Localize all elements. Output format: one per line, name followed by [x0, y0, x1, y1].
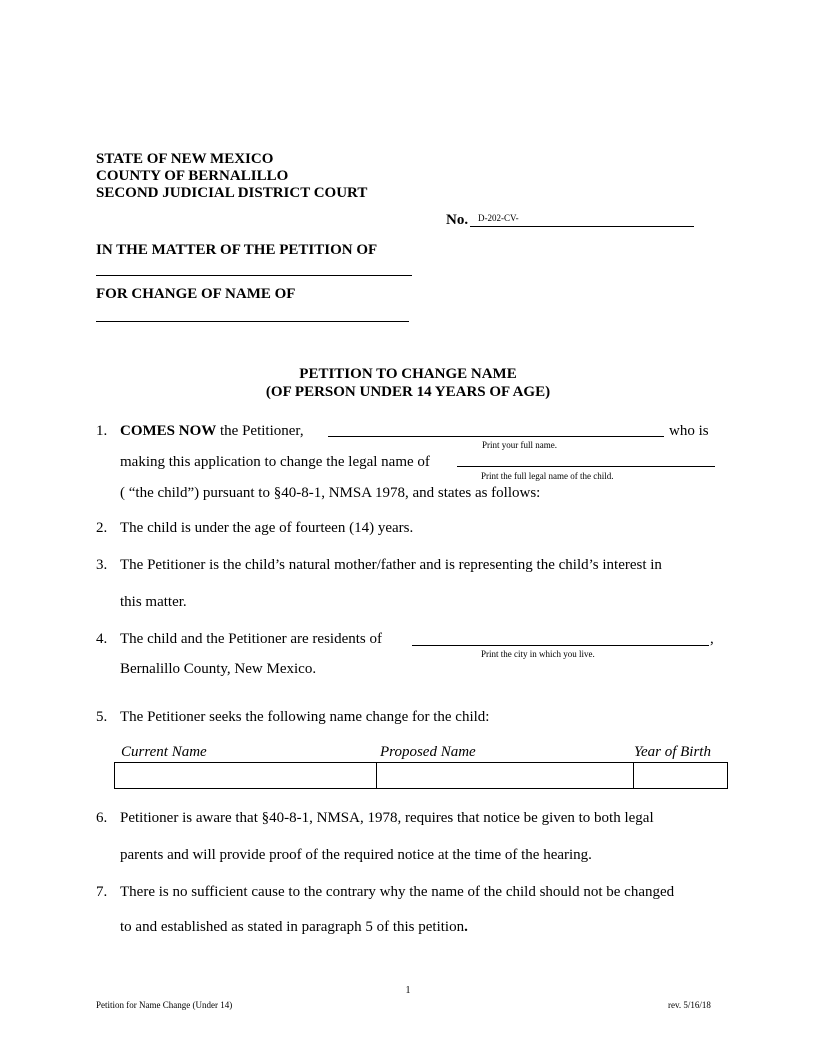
para-4-line2: Bernalillo County, New Mexico.: [120, 661, 317, 677]
case-no-prefix: D-202-CV-: [478, 213, 519, 223]
col-header-current-name: Current Name: [121, 744, 207, 760]
case-number-field[interactable]: [470, 226, 694, 227]
para-6-number: 6.: [96, 810, 108, 826]
footer-form-title: Petition for Name Change (Under 14): [96, 1000, 233, 1010]
para-1-line1: [120, 422, 304, 440]
para-3-line2: this matter.: [120, 594, 187, 610]
court-county: COUNTY OF BERNALILLO: [96, 168, 289, 184]
petitioner-full-name-field[interactable]: [328, 436, 664, 437]
para-2-number: 2.: [96, 520, 108, 536]
para-2-text: The child is under the age of fourteen (14) years.: [120, 520, 414, 536]
col-header-year-of-birth: Year of Birth: [634, 744, 711, 760]
para-7-line2: [120, 918, 468, 936]
court-state: STATE OF NEW MEXICO: [96, 151, 274, 167]
hint-city: Print the city in which you live.: [481, 649, 595, 659]
para-1-text-a: the Petitioner,: [216, 423, 304, 439]
matter-change-of-name: FOR CHANGE OF NAME OF: [96, 286, 296, 302]
para-7-line2-text: to and established as stated in paragraph 5 of this petition: [120, 919, 465, 935]
hint-petitioner-name: Print your full name.: [482, 440, 557, 450]
petitioner-name-field[interactable]: [96, 275, 412, 276]
para-3-line1: The Petitioner is the child’s natural mother/father and is representing the child’s interest in: [120, 557, 662, 573]
para-1-number: 1.: [96, 423, 108, 439]
para-1-line2: making this application to change the legal name of: [120, 454, 430, 470]
child-name-caption-field[interactable]: [96, 321, 409, 322]
document-title-line1: PETITION TO CHANGE NAME: [299, 366, 517, 382]
case-no-label: No.: [446, 212, 469, 228]
para-4-number: 4.: [96, 631, 108, 647]
col-header-proposed-name: Proposed Name: [380, 744, 476, 760]
para-5-number: 5.: [96, 709, 108, 725]
para-3-number: 3.: [96, 557, 108, 573]
para-4-comma: ,: [710, 631, 714, 647]
matter-petition-of: IN THE MATTER OF THE PETITION OF: [96, 242, 378, 258]
document-title-line2: (OF PERSON UNDER 14 YEARS OF AGE): [265, 384, 551, 400]
para-6-line1: Petitioner is aware that §40-8-1, NMSA, 1978, requires that notice be given to both legal: [120, 810, 654, 826]
para-6-line2: parents and will provide proof of the required notice at the time of the hearing.: [120, 847, 592, 863]
hint-child-name: Print the full legal name of the child.: [481, 471, 614, 481]
footer-revision: rev. 5/16/18: [668, 1000, 711, 1010]
para-4-text-a: The child and the Petitioner are residents of: [120, 631, 382, 647]
city-field[interactable]: [412, 645, 709, 646]
name-change-table: [114, 762, 728, 789]
para-7-line1: There is no sufficient cause to the contrary why the name of the child should not be changed: [120, 884, 675, 900]
child-full-name-field[interactable]: [457, 466, 715, 467]
proposed-name-cell[interactable]: [377, 763, 634, 788]
para-7-period: .: [464, 919, 468, 935]
court-name: SECOND JUDICIAL DISTRICT COURT: [96, 185, 368, 201]
para-7-number: 7.: [96, 884, 108, 900]
para-1-line3: ( “the child”) pursuant to §40-8-1, NMSA 1978, and states as follows:: [120, 485, 541, 501]
comes-now-text: COMES NOW: [120, 423, 217, 439]
para-1-who-is: who is: [669, 423, 709, 439]
current-name-cell[interactable]: [115, 763, 377, 788]
page-number: 1: [405, 985, 411, 996]
year-of-birth-cell[interactable]: [634, 763, 727, 788]
para-5-text: The Petitioner seeks the following name change for the child:: [120, 709, 490, 725]
